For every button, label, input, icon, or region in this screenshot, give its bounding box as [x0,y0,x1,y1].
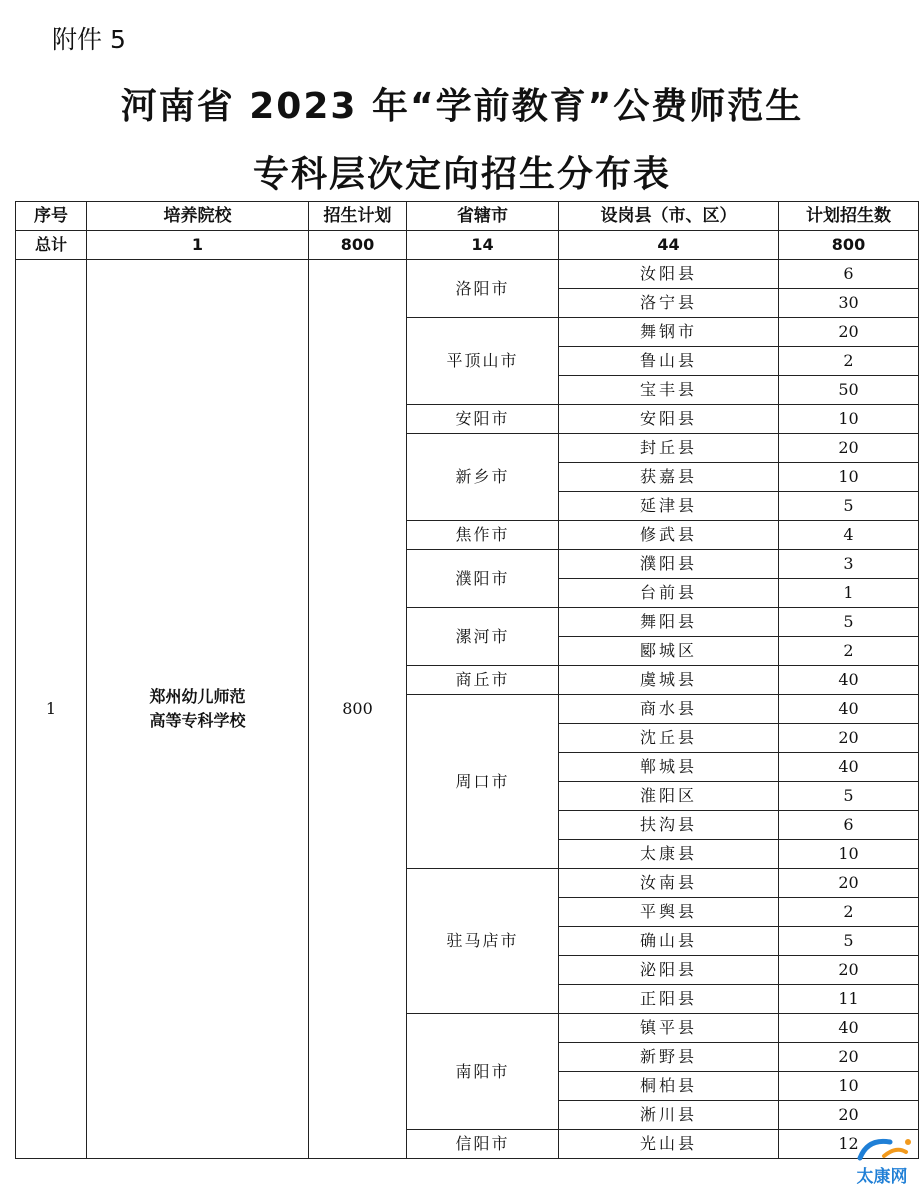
county-cell: 宝丰县 [559,376,779,405]
county-cell: 濮阳县 [559,550,779,579]
header-index: 序号 [16,202,87,231]
enroll-count-cell: 5 [779,927,919,956]
enroll-count-cell: 20 [779,434,919,463]
city-cell: 洛阳市 [407,260,559,318]
enroll-count-cell: 20 [779,318,919,347]
county-cell: 平舆县 [559,898,779,927]
enroll-count-cell: 20 [779,1043,919,1072]
enroll-count-cell: 11 [779,985,919,1014]
enroll-count-cell: 3 [779,550,919,579]
total-row [16,231,919,260]
enroll-count-cell: 5 [779,608,919,637]
distribution-table [15,201,919,1159]
enroll-count-cell: 10 [779,463,919,492]
page-title-line2: 专科层次定向招生分布表 [252,154,671,195]
enroll-count-cell: 50 [779,376,919,405]
county-cell: 淅川县 [559,1101,779,1130]
county-cell: 舞钢市 [559,318,779,347]
county-cell: 淮阳区 [559,782,779,811]
enroll-count-cell: 5 [779,492,919,521]
header-school: 培养院校 [87,202,309,231]
school-name-line2: 高等专科学校 [149,711,246,730]
city-cell: 新乡市 [407,434,559,521]
total-label: 总计 [16,231,87,260]
enroll-count-cell: 2 [779,347,919,376]
page-title-line1: 河南省 2023 年“学前教育”公费师范生 [120,86,804,127]
county-cell: 汝南县 [559,869,779,898]
county-cell: 新野县 [559,1043,779,1072]
header-enroll: 计划招生数 [779,202,919,231]
enroll-count-cell: 4 [779,521,919,550]
enroll-count-cell: 20 [779,1101,919,1130]
enroll-count-cell: 20 [779,724,919,753]
enroll-count-cell: 20 [779,956,919,985]
county-cell: 郾城区 [559,637,779,666]
total-cities: 14 [407,231,559,260]
county-cell: 修武县 [559,521,779,550]
county-cell: 沈丘县 [559,724,779,753]
city-cell: 安阳市 [407,405,559,434]
county-cell: 扶沟县 [559,811,779,840]
enroll-count-cell: 2 [779,898,919,927]
enroll-count-cell: 10 [779,840,919,869]
total-counties: 44 [559,231,779,260]
county-cell: 洛宁县 [559,289,779,318]
enroll-count-cell: 40 [779,753,919,782]
enroll-count-cell: 10 [779,1072,919,1101]
city-cell: 驻马店市 [407,869,559,1014]
county-cell: 舞阳县 [559,608,779,637]
enroll-count-cell: 30 [779,289,919,318]
enroll-count-cell: 6 [779,811,919,840]
enroll-count-cell: 12 [779,1130,919,1159]
school-name [87,260,309,1159]
county-cell: 封丘县 [559,434,779,463]
city-cell: 信阳市 [407,1130,559,1159]
enroll-count-cell: 40 [779,1014,919,1043]
enroll-count-cell: 6 [779,260,919,289]
city-cell: 南阳市 [407,1014,559,1130]
county-cell: 郸城县 [559,753,779,782]
county-cell: 正阳县 [559,985,779,1014]
county-cell: 桐柏县 [559,1072,779,1101]
school-name-line1: 郑州幼儿师范 [149,687,246,706]
enroll-count-cell: 1 [779,579,919,608]
total-enroll: 800 [779,231,919,260]
site-logo-watermark [846,1134,918,1186]
city-cell: 焦作市 [407,521,559,550]
city-cell: 商丘市 [407,666,559,695]
enroll-count-cell: 2 [779,637,919,666]
enroll-count-cell: 10 [779,405,919,434]
county-cell: 太康县 [559,840,779,869]
total-plan: 800 [309,231,407,260]
city-cell: 濮阳市 [407,550,559,608]
header-county: 设岗县（市、区） [559,202,779,231]
county-cell: 光山县 [559,1130,779,1159]
school-plan: 800 [309,260,407,1159]
county-cell: 商水县 [559,695,779,724]
county-cell: 延津县 [559,492,779,521]
city-cell: 漯河市 [407,608,559,666]
county-cell: 泌阳县 [559,956,779,985]
table-header-row [16,202,919,231]
county-cell: 确山县 [559,927,779,956]
county-cell: 安阳县 [559,405,779,434]
county-cell: 虞城县 [559,666,779,695]
enroll-count-cell: 40 [779,666,919,695]
enroll-count-cell: 20 [779,869,919,898]
enroll-count-cell: 5 [779,782,919,811]
county-cell: 汝阳县 [559,260,779,289]
city-cell: 平顶山市 [407,318,559,405]
total-schools: 1 [87,231,309,260]
attachment-label: 附件 5 [52,25,126,54]
enroll-count-cell: 40 [779,695,919,724]
row-index: 1 [16,260,87,1159]
city-cell: 周口市 [407,695,559,869]
county-cell: 鲁山县 [559,347,779,376]
county-cell: 获嘉县 [559,463,779,492]
header-city: 省辖市 [407,202,559,231]
watermark-text: 太康网 [856,1167,908,1186]
county-cell: 镇平县 [559,1014,779,1043]
county-cell: 台前县 [559,579,779,608]
header-plan: 招生计划 [309,202,407,231]
table-row [16,260,919,289]
